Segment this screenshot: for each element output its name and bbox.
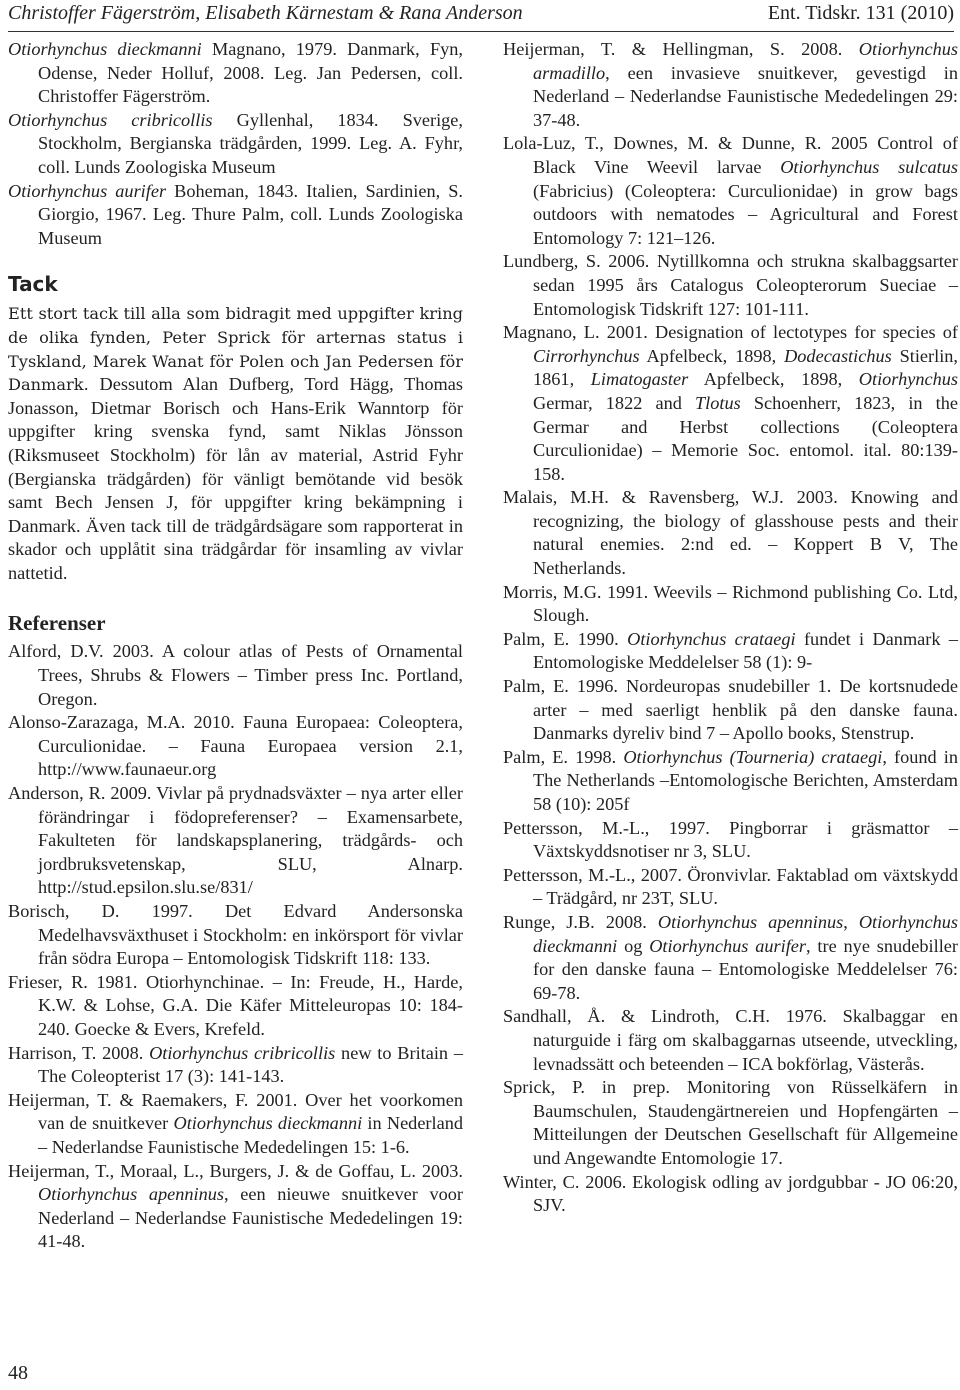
reference-entry — [503, 38, 958, 132]
reference-italic: Otiorhynchus armadillo — [533, 39, 958, 83]
reference-italic: Otiorhynchus dieckmanni — [533, 911, 959, 956]
reference-text: (Fabricius) (Coleoptera: Curculionidae) in grow bags outdoors with nematodes – Agricultural and Forest Entomology 7: 121–126. — [533, 180, 958, 248]
reference-italic: Dodecastichus — [784, 345, 892, 366]
species-name: Otiorhynchus aurifer — [8, 180, 167, 201]
reference-text: Winter, C. 2006. Ekologisk odling av jordgubbar - JO 06:20, SJV. — [503, 1171, 958, 1216]
reference-text: new to Britain – The Coleopterist 17 (3): 141-143. — [38, 1042, 463, 1087]
reference-text: og — [617, 935, 650, 956]
reference-italic: Tlotus — [695, 392, 741, 413]
reference-entry — [503, 581, 958, 628]
reference-italic: Otiorhynchus dieckmanni — [173, 1113, 363, 1134]
reference-italic: Otiorhynchus sulcatus — [780, 156, 958, 177]
reference-text: fundet i Danmark – Entomologiske Meddelelser 58 (1): 9- — [533, 628, 959, 673]
reference-entry — [8, 711, 463, 782]
reference-text: , tre nye snudebiller for den danske fauna – Entomologiske Meddelelser 76: 69-78. — [533, 935, 959, 1003]
reference-list-right — [503, 38, 958, 1218]
reference-text: Anderson, R. 2009. Vivlar på prydnadsväxter – nya arter eller förändringar i födopreferenser? – Examensarbete, Fakulteten för landskapsplanering, trädgårds- och jordbruksvetenskap, SLU, Alnarp. http://stud.epsilon.slu.se/831/ — [8, 783, 463, 898]
reference-entry — [503, 628, 958, 675]
specimen-details: Gyllenhal, 1834. Sverige, Stockholm, Bergianska trädgården, 1999. Leg. A. Fyhr, coll. Lunds Zoologiska Museum — [38, 109, 463, 177]
reference-entry — [8, 640, 463, 711]
reference-text: Lundberg, S. 2006. Nytillkomna och strukna skalbaggsarter sedan 1995 års Catalogus Coleopterorum Sueciae – Entomologisk Tidskrift 127: 101-111. — [503, 251, 958, 319]
reference-italic: Otiorhynchus (Tourneria) crataegi — [623, 746, 883, 767]
reference-list-left — [8, 640, 463, 1253]
reference-italic: Otiorhynchus crataegi — [627, 628, 796, 649]
reference-text: Magnano, L. 2001. Designation of lectotypes for species of — [503, 322, 958, 343]
reference-text: Runge, J.B. 2008. — [503, 911, 658, 932]
reference-text: Sandhall, Å. & Lindroth, C.H. 1976. Skalbaggar en naturguide i färg om skalbaggarnas utseende, utveckling, levnadssätt och beteenden – ICA bokförlag, Västerås. — [503, 1006, 958, 1074]
reference-text: Sprick, P. in prep. Monitoring von Rüsselkäfern in Baumschulen, Staudengärtnereien und Hopfengärten – Mitteilungen der Deutschen Gesellschaft für Allgemeine und Angewandte Entomologie 17. — [503, 1077, 958, 1168]
reference-text: Apfelbeck, 1898, — [688, 369, 859, 390]
reference-italic: Limatogaster — [590, 369, 689, 390]
reference-entry — [503, 250, 958, 321]
reference-text: Lola-Luz, T., Downes, M. & Dunne, R. 2005 Control of Black Vine Weevil larvae — [503, 133, 958, 177]
reference-text: Heijerman, T. & Raemakers, F. 2001. Over het voorkomen van de snuitkever — [8, 1089, 463, 1134]
reference-entry — [8, 782, 463, 900]
specimen-record — [8, 109, 463, 180]
references-heading: Referenser — [8, 611, 106, 636]
reference-entry — [503, 817, 958, 864]
reference-entry — [503, 1005, 958, 1076]
reference-text: , een invasieve snuitkever, gevestigd in Nederland – Nederlandse Faunistische Mededelingen 29: 37-48. — [533, 62, 958, 130]
reference-text: Alford, D.V. 2003. A colour atlas of Pests of Ornamental Trees, Shrubs & Flowers – Timber press Inc. Portland, Oregon. — [8, 641, 463, 709]
running-header-journal: Ent. Tidskr. 131 (2010) — [767, 2, 954, 24]
reference-entry — [503, 746, 958, 817]
reference-text: Palm, E. 1990. — [503, 628, 628, 649]
tack-body-part2: Dessutom Alan Dufberg, Tord Hägg, Thomas Jonasson, Dietmar Borisch och Hans-Erik Wanntorp för uppgifter kring svenska fynd, samt Niklas Jönsson (Riksmuseet Stockholm) för lån av material, Astrid Fyhr (Bergianska trädgården) för vänligt bemötande vid besök samt Bech Jensen J, för uppgifter kring bekämpning i Danmark. Även tack till de trädgårdsägare som rapporterat in skador och upplåtit sina trädgårdar för insamling av vivlar nattetid. — [8, 374, 463, 583]
reference-text: Apfelbeck, 1898, — [639, 345, 785, 366]
reference-entry — [503, 486, 958, 580]
reference-entry — [503, 675, 958, 746]
reference-entry — [8, 900, 463, 971]
reference-italic: Cirrorhynchus — [533, 345, 640, 366]
reference-text: Harrison, T. 2008. — [8, 1042, 150, 1063]
specimen-record — [8, 38, 463, 109]
specimen-details: Boheman, 1843. Italien, Sardinien, S. Giorgio, 1967. Leg. Thure Palm, coll. Lunds Zoologiska Museum — [38, 180, 463, 248]
reference-entry — [503, 864, 958, 911]
reference-text: Germar, 1822 and — [533, 392, 695, 413]
reference-text: Stierlin, 1861, — [533, 345, 958, 390]
reference-text: Borisch, D. 1997. Det Edvard Andersonska Medelhavsväxthuset i Stockholm: en inkörsport för vivlar från södra Europa – Entomologisk Tidskrift 118: 133. — [8, 901, 463, 969]
tack-body — [8, 302, 463, 585]
reference-text: Palm, E. 1996. Nordeuropas snudebiller 1. De kortsnudede arter – med saerligt henblik på den danske fauna. Danmarks dyreliv bind 7 – Apollo books, Stenstrup. — [503, 676, 958, 744]
reference-text: Schoenherr, 1823, in the Germar and Herbst collections (Coleoptera Curculionidae) – Memorie Soc. entomol. ital. 80:139-158. — [533, 392, 958, 484]
running-header-authors: Christoffer Fägerström, Elisabeth Kärnestam & Rana Anderson — [8, 2, 523, 24]
reference-entry — [8, 1042, 463, 1089]
reference-text: in Nederland – Nederlandse Faunistische Mededelingen 15: 1-6. — [38, 1113, 463, 1157]
reference-entry — [503, 132, 958, 250]
reference-entry — [503, 911, 958, 1005]
reference-text: Malais, M.H. & Ravensberg, W.J. 2003. Knowing and recognizing, the biology of glasshouse pests and their natural enemies. 2:nd ed. – Koppert B V, The Netherlands. — [503, 487, 958, 579]
specimen-list — [8, 38, 463, 250]
reference-entry — [503, 321, 958, 486]
reference-entry — [8, 971, 463, 1042]
specimen-record — [8, 180, 463, 251]
reference-text: Alonso-Zarazaga, M.A. 2010. Fauna Europaea: Coleoptera, Curculionidae. – Fauna Europaea version 2.1, http://www.faunaeur.org — [8, 712, 463, 780]
species-name: Otiorhynchus dieckmanni — [8, 39, 202, 59]
reference-entry — [8, 1089, 463, 1160]
reference-text: Pettersson, M.-L., 2007. Öronvivlar. Faktablad om växtskydd – Trädgård, nr 23T, SLU. — [503, 864, 958, 909]
reference-text: , found in The Netherlands –Entomologische Berichten, Amsterdam 58 (10): 205f — [533, 746, 959, 814]
reference-text: , een nieuwe snuitkever voor Nederland – Nederlandse Faunistische Mededelingen 19: 41-48. — [38, 1184, 463, 1252]
reference-text: Pettersson, M.-L., 1997. Pingborrar i gräsmattor – Växtskyddsnotiser nr 3, SLU. — [503, 817, 958, 862]
reference-entry — [503, 1076, 958, 1170]
page-number: 48 — [8, 1362, 28, 1384]
reference-italic: Otiorhynchus aurifer — [649, 935, 807, 956]
reference-text: Morris, M.G. 1991. Weevils – Richmond publishing Co. Ltd, Slough. — [503, 581, 958, 626]
reference-italic: Otiorhynchus — [858, 369, 958, 390]
tack-body-part1: Ett stort tack till alla som bidragit med uppgifter kring de olika fynden, Peter Sprick för arternas status i Tyskland, Marek Wanat för Polen och Jan Pedersen för Danmark. — [8, 304, 463, 395]
species-name: Otiorhynchus cribricollis — [8, 109, 213, 130]
reference-italic: Otiorhynchus cribricollis — [149, 1042, 336, 1063]
reference-text: Frieser, R. 1981. Otiorhynchinae. – In: Freude, H., Harde, K.W. & Lohse, G.A. Die Käfer Mitteleuropas 10: 184-240. Goecke & Evers, Krefeld. — [8, 971, 463, 1039]
reference-entry — [503, 1171, 958, 1218]
reference-entry — [8, 1160, 463, 1254]
header-rule — [8, 31, 954, 32]
reference-italic: Otiorhynchus apenninus — [38, 1184, 224, 1205]
specimen-details: Magnano, 1979. Danmark, Fyn, Odense, Neder Holluf, 2008. Leg. Jan Pedersen, coll. Christoffer Fägerström. — [38, 39, 464, 107]
reference-text: Heijerman, T., Moraal, L., Burgers, J. & de Goffau, L. 2003. — [8, 1160, 463, 1181]
reference-text: Heijerman, T. & Hellingman, S. 2008. — [503, 39, 859, 59]
tack-heading: Tack — [8, 272, 58, 297]
reference-italic: Otiorhynchus apenninus — [657, 911, 844, 932]
right-column — [503, 38, 958, 1218]
reference-text: , — [843, 911, 859, 932]
left-column — [8, 38, 463, 1254]
reference-text: Palm, E. 1998. — [503, 746, 624, 767]
